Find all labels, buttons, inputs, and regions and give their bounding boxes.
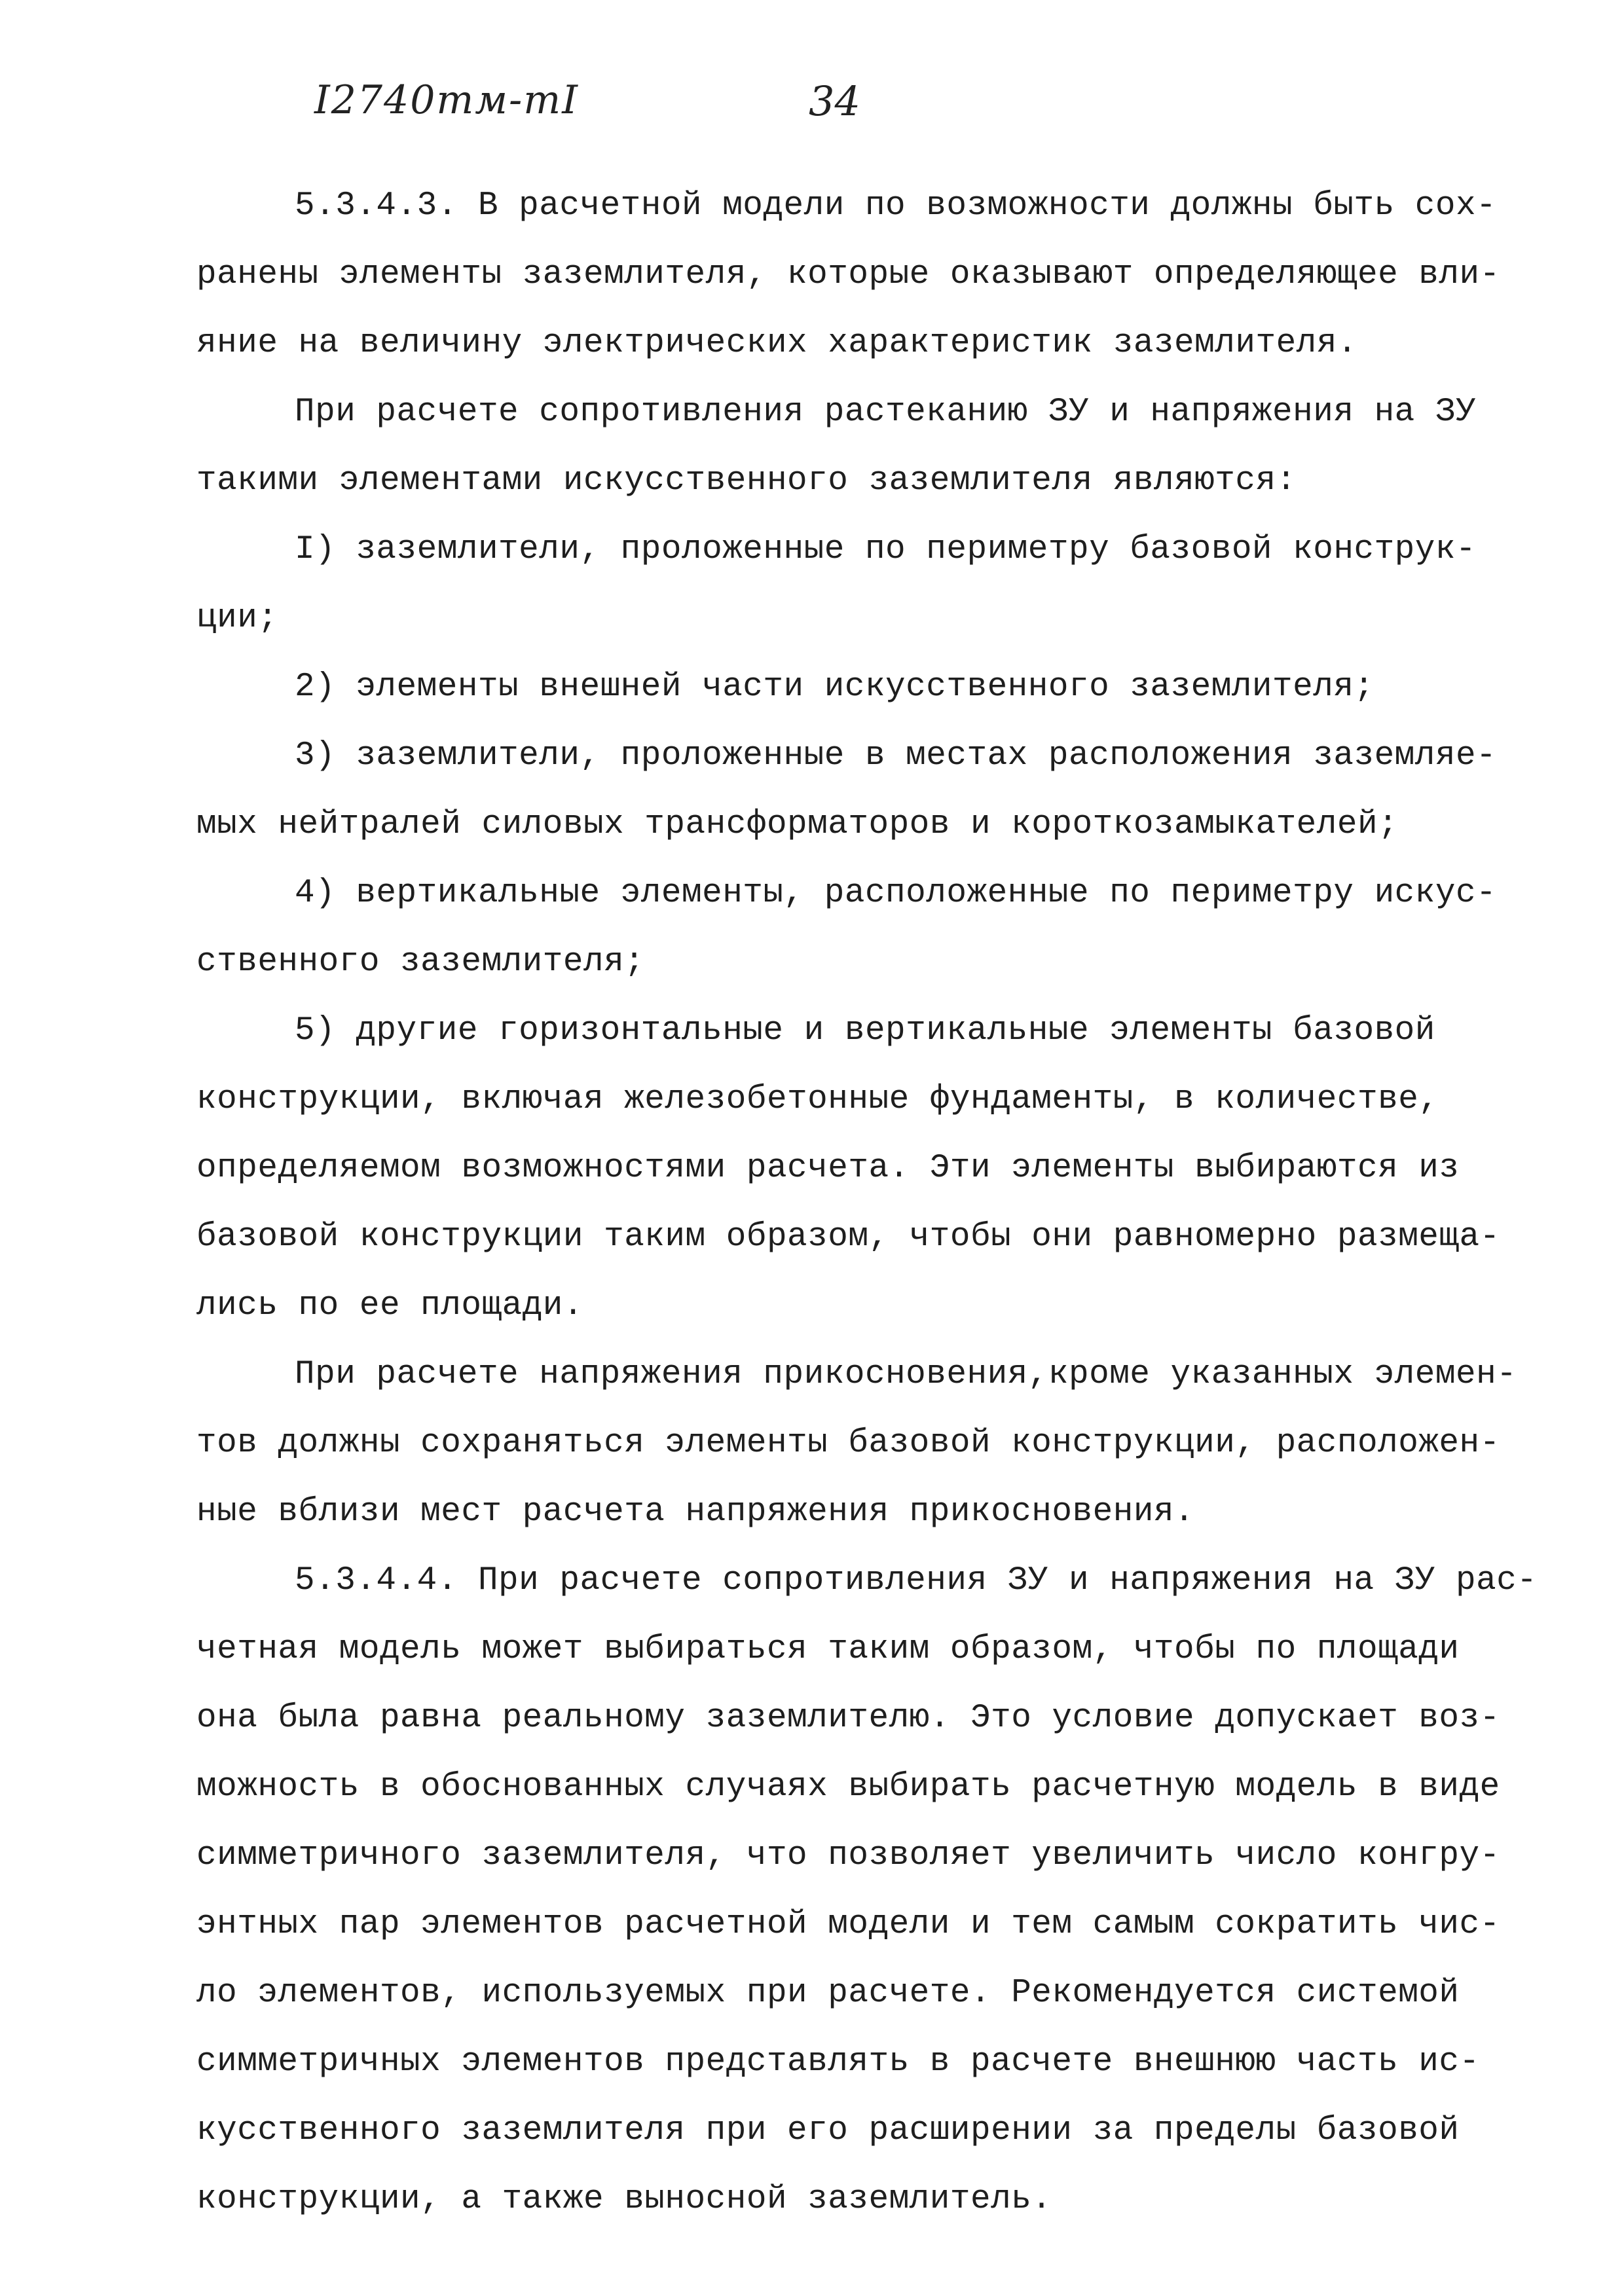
- text-line: определяемом возможностями расчета. Эти элементы выбираются из: [196, 1150, 1460, 1187]
- text-line: ранены элементы заземлителя, которые оказывают определяющее вли-: [196, 256, 1500, 293]
- text-line: I) заземлители, проложенные по периметру базовой конструк-: [295, 531, 1477, 568]
- text-line: четная модель может выбираться таким образом, чтобы по площади: [196, 1631, 1460, 1668]
- text-line: При расчете напряжения прикосновения,кроме указанных элемен-: [295, 1356, 1517, 1393]
- text-line: мых нейтралей силовых трансформаторов и короткозамыкателей;: [196, 806, 1399, 843]
- text-line: 5.3.4.3. В расчетной модели по возможности должны быть сох-: [295, 187, 1497, 225]
- text-line: ло элементов, используемых при расчете. Рекомендуется системой: [196, 1975, 1460, 2012]
- text-line: кусственного заземлителя при его расширении за пределы базовой: [196, 2112, 1460, 2149]
- text-line: конструкции, включая железобетонные фундаменты, в количестве,: [196, 1081, 1439, 1118]
- text-line: 4) вертикальные элементы, расположенные по периметру искус-: [295, 875, 1497, 912]
- body-text: [196, 172, 1538, 2234]
- text-line: энтных пар элементов расчетной модели и тем самым сократить чис-: [196, 1906, 1500, 1943]
- text-line: такими элементами искусственного заземлителя являются:: [196, 462, 1297, 500]
- text-line: 5) другие горизонтальные и вертикальные элементы базовой: [295, 1012, 1435, 1049]
- text-line: можность в обоснованных случаях выбирать расчетную модель в виде: [196, 1768, 1500, 1806]
- text-line: яние на величину электрических характеристик заземлителя.: [196, 325, 1357, 362]
- text-line: 3) заземлители, проложенные в местах расположения заземляе-: [295, 737, 1497, 774]
- text-line: она была равна реальному заземлителю. Это условие допускает воз-: [196, 1700, 1500, 1737]
- page-number: 34: [809, 77, 860, 125]
- text-line: ственного заземлителя;: [196, 943, 645, 981]
- text-line: базовой конструкции таким образом, чтобы они равномерно размеща-: [196, 1218, 1500, 1256]
- text-line: ции;: [196, 600, 278, 637]
- text-line: При расчете сопротивления растеканию ЗУ и напряжения на ЗУ: [295, 393, 1477, 431]
- document-code: I2740тм-тI: [314, 77, 579, 123]
- text-line: 5.3.4.4. При расчете сопротивления ЗУ и напряжения на ЗУ рас-: [295, 1562, 1538, 1599]
- text-line: ные вблизи мест расчета напряжения прикосновения.: [196, 1493, 1195, 1531]
- text-line: тов должны сохраняться элементы базовой конструкции, расположен-: [196, 1425, 1500, 1462]
- text-line: лись по ее площади.: [196, 1287, 583, 1324]
- text-line: 2) элементы внешней части искусственного заземлителя;: [295, 668, 1375, 706]
- text-line: симметричных элементов представлять в расчете внешнюю часть ис-: [196, 2043, 1480, 2081]
- text-line: конструкции, а также выносной заземлитель.: [196, 2181, 1052, 2218]
- text-line: симметричного заземлителя, что позволяет увеличить число конгру-: [196, 1837, 1500, 1874]
